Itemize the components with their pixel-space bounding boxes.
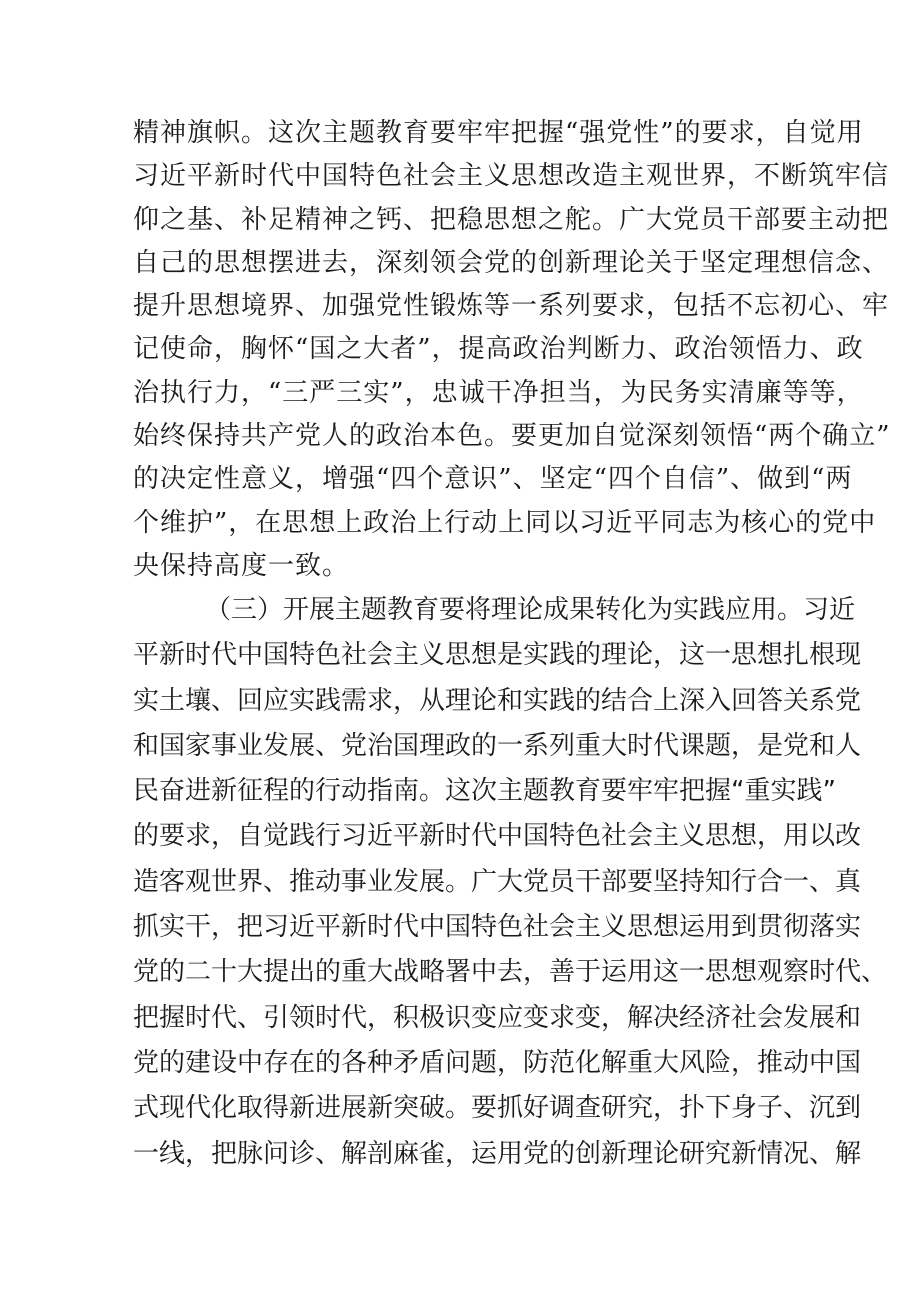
body-paragraph-2: [133, 588, 888, 1177]
text-line: 记使命，胸怀“国之大者”，提高政治判断力、政治领悟力、政: [133, 334, 864, 365]
text-line: 央保持高度一致。: [133, 550, 350, 581]
text-line: 平新时代中国特色社会主义思想是实践的理论，这一思想扎根现: [133, 640, 862, 671]
text-line: 提升思想境界、加强党性锻炼等一系列要求，包括不忘初心、牢: [133, 291, 890, 322]
text-line: 精神旗帜。这次主题教育要牢牢把握“强党性”的要求，自觉用: [133, 118, 864, 148]
text-line: 把握时代、引领时代，积极识变应变求变，解决经济社会发展和: [133, 1002, 862, 1033]
text-line: 抓实干，把习近平新时代中国特色社会主义思想运用到贯彻落实: [133, 912, 862, 943]
text-line: 自己的思想摆进去，深刻领会党的创新理论关于坚定理想信念、: [133, 247, 890, 278]
text-line: 仰之基、补足精神之钙、把稳思想之舵。广大党员干部要主动把: [133, 204, 890, 235]
text-line: 的要求，自觉践行习近平新时代中国特色社会主义思想，用以改: [133, 821, 862, 852]
text-line: 始终保持共产党人的政治本色。要更加自觉深刻领悟“两个确立”: [133, 421, 891, 452]
text-line: 一线，把脉问诊、解剖麻雀，运用党的创新理论研究新情况、解: [133, 1138, 862, 1169]
text-line: 实土壤、回应实践需求，从理论和实践的结合上深入回答关系党: [133, 685, 862, 716]
text-line: 个维护”，在思想上政治上行动上同以习近平同志为核心的党中: [133, 507, 877, 538]
body-paragraph-1: [133, 112, 891, 588]
text-line: 民奋进新征程的行动指南。这次主题教育要牢牢把握“重实践”: [133, 776, 836, 807]
text-line: 党的二十大提出的重大战略署中去，善于运用这一思想观察时代、: [133, 957, 888, 988]
text-line: 治执行力，“三严三实”，忠诚干净担当，为民务实清廉等等，: [133, 377, 864, 408]
text-line: 党的建设中存在的各种矛盾问题，防范化解重大风险，推动中国: [133, 1047, 862, 1078]
text-line: 习近平新时代中国特色社会主义思想改造主观世界，不断筑牢信: [133, 161, 890, 192]
text-line: 式现代化取得新进展新突破。要抓好调查研究，扑下身子、沉到: [133, 1093, 862, 1124]
text-line: 和国家事业发展、党治国理政的一系列重大时代课题，是党和人: [133, 730, 862, 761]
text-line: 造客观世界、推动事业发展。广大党员干部要坚持知行合一、真: [133, 866, 862, 897]
text-line: 的决定性意义，增强“四个意识”、坚定“四个自信”、做到“两: [133, 464, 853, 495]
section-heading-line: （三）开展主题教育要将理论成果转化为实践应用。习近: [205, 595, 856, 625]
